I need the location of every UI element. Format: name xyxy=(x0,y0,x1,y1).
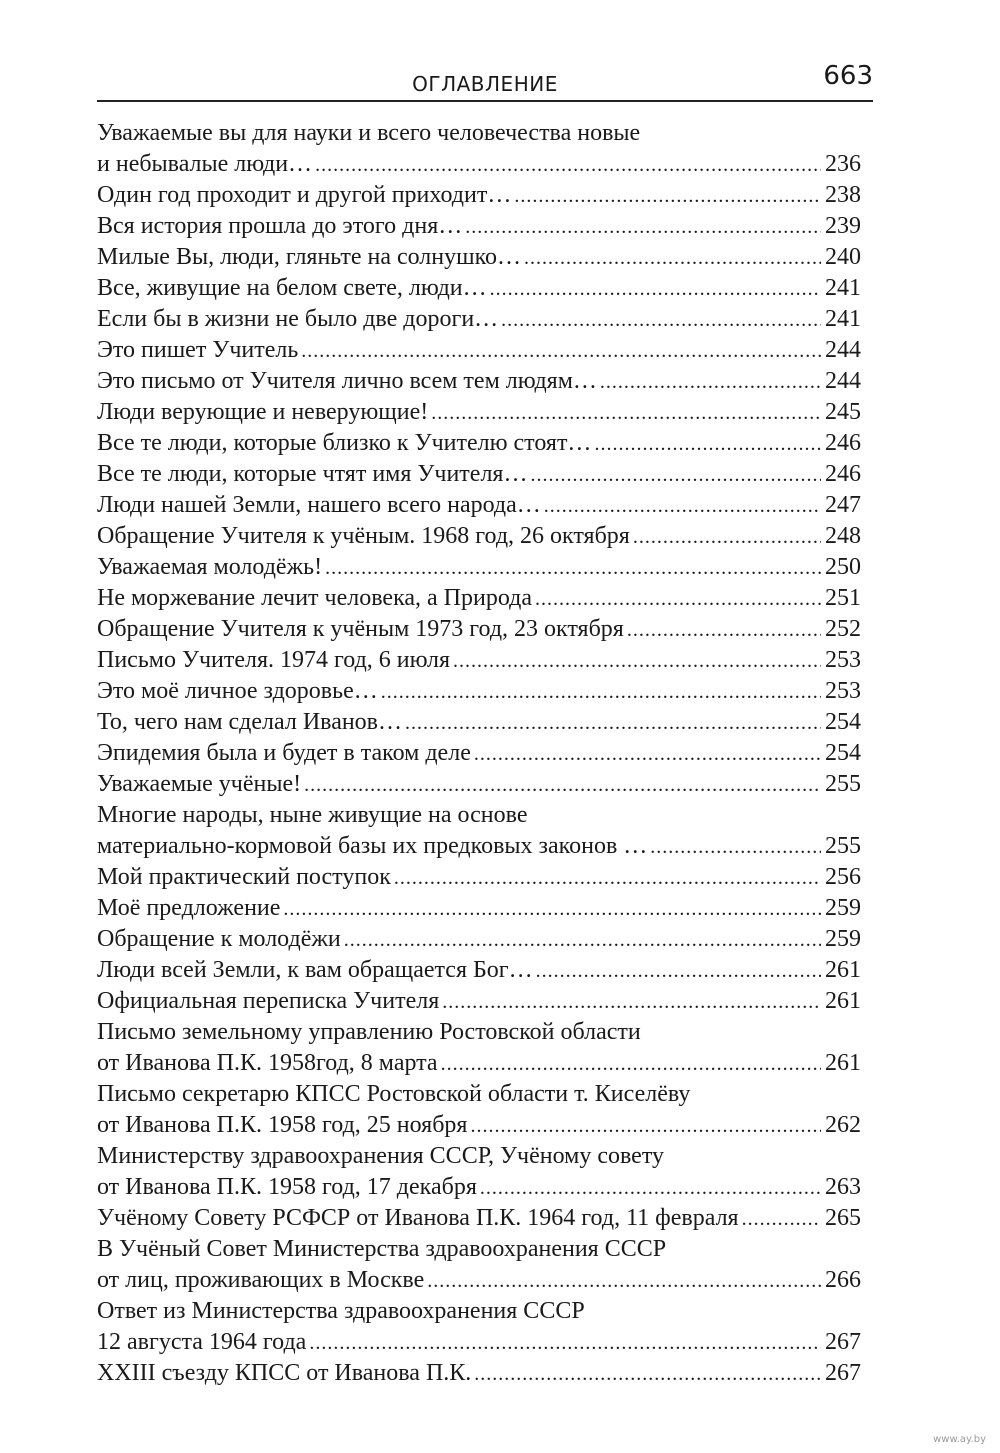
toc-entry-title: То, чего нам сделал Иванов… xyxy=(97,709,403,735)
toc-entry xyxy=(97,335,861,366)
toc-entry-title: от Иванова П.К. 1958 год, 17 декабря xyxy=(97,1174,477,1200)
toc-entry-title: от Иванова П.К. 1958 год, 25 ноября xyxy=(97,1112,468,1138)
toc-entry xyxy=(97,211,861,242)
dot-leader xyxy=(431,398,821,429)
toc-entry-page: 261 xyxy=(825,957,861,983)
running-header xyxy=(97,58,873,102)
toc-entry-last-line xyxy=(97,490,861,521)
toc-entry-title: Один год проходит и другой приходит… xyxy=(97,182,512,208)
toc-entry-title: и небывалые люди… xyxy=(97,151,313,177)
toc-entry-page: 263 xyxy=(825,1174,861,1200)
dot-leader xyxy=(304,770,821,801)
toc-entry-title: Официальная переписка Учителя xyxy=(97,988,440,1014)
toc-entry-page: 238 xyxy=(825,182,861,208)
toc-entry-page: 252 xyxy=(825,616,861,642)
toc-entry-page: 240 xyxy=(825,244,861,270)
toc-entry xyxy=(97,180,861,211)
toc-entry-page: 261 xyxy=(825,988,861,1014)
toc-entry-title-line: Уважаемые вы для науки и всего человечества новые xyxy=(97,120,641,146)
toc-entry-last-line xyxy=(97,1327,861,1358)
toc-entry-last-line xyxy=(97,738,861,769)
toc-entry-title: Все, живущие на белом свете, люди… xyxy=(97,275,487,301)
toc-entry xyxy=(97,862,861,893)
dot-leader xyxy=(544,491,821,522)
toc-entry xyxy=(97,645,861,676)
toc-entry-last-line xyxy=(97,707,861,738)
toc-entry-title: Вся история прошла до этого дня… xyxy=(97,213,463,239)
toc-entry-last-line xyxy=(97,397,861,428)
toc-entry-page: 248 xyxy=(825,523,861,549)
toc-entry-title-line: Ответ из Министерства здравоохранения СССР xyxy=(97,1298,585,1324)
dot-leader xyxy=(381,677,821,708)
dot-leader xyxy=(441,1049,821,1080)
toc-entry-last-line xyxy=(97,831,861,862)
toc-entry xyxy=(97,428,861,459)
dot-leader xyxy=(309,1328,821,1359)
toc-entry xyxy=(97,366,861,397)
toc-entry xyxy=(97,893,861,924)
toc-entry-last-line xyxy=(97,1265,861,1296)
toc-entry xyxy=(97,304,861,335)
toc-entry-last-line xyxy=(97,924,861,955)
toc-entry xyxy=(97,676,861,707)
toc-entry-page: 241 xyxy=(825,275,861,301)
table-of-contents xyxy=(97,118,861,1389)
dot-leader xyxy=(627,615,821,646)
page-number: 663 xyxy=(823,61,873,91)
toc-entry-title: Моё предложение xyxy=(97,895,281,921)
dot-leader xyxy=(490,274,821,305)
toc-entry-title: Обращение к молодёжи xyxy=(97,926,341,952)
toc-entry-title: Это письмо от Учителя лично всем тем людям… xyxy=(97,368,597,394)
toc-entry-title: Обращение Учителя к учёным. 1968 год, 26 октября xyxy=(97,523,630,549)
toc-entry-page: 256 xyxy=(825,864,861,890)
toc-entry-page: 254 xyxy=(825,740,861,766)
toc-entry-page: 253 xyxy=(825,678,861,704)
toc-entry-title-line: Министерству здравоохранения СССР, Учёному совету xyxy=(97,1143,664,1169)
toc-entry-last-line xyxy=(97,1110,861,1141)
toc-entry-title-line: Многие народы, ныне живущие на основе xyxy=(97,802,528,828)
toc-entry-last-line xyxy=(97,211,861,242)
toc-entry xyxy=(97,955,861,986)
toc-entry xyxy=(97,986,861,1017)
dot-leader xyxy=(600,367,821,398)
toc-entry-last-line xyxy=(97,552,861,583)
toc-entry xyxy=(97,397,861,428)
toc-entry-last-line xyxy=(97,986,861,1017)
toc-entry-title: Люди верующие и неверующие! xyxy=(97,399,429,425)
toc-entry-title: Все те люди, которые близко к Учителю стоят… xyxy=(97,430,592,456)
toc-entry xyxy=(97,800,861,862)
toc-entry xyxy=(97,924,861,955)
toc-entry xyxy=(97,490,861,521)
dot-leader xyxy=(344,925,821,956)
toc-entry-page: 255 xyxy=(825,833,861,859)
toc-entry-page: 267 xyxy=(825,1329,861,1355)
toc-entry-page: 241 xyxy=(825,306,861,332)
dot-leader xyxy=(325,553,821,584)
toc-entry-title-line: В Учёный Совет Министерства здравоохранения СССР xyxy=(97,1236,667,1262)
dot-leader xyxy=(453,646,821,677)
toc-entry-page: 247 xyxy=(825,492,861,518)
toc-entry-last-line xyxy=(97,304,861,335)
toc-entry-title: Обращение Учителя к учёным 1973 год, 23 октября xyxy=(97,616,624,642)
toc-entry xyxy=(97,1234,861,1296)
toc-entry xyxy=(97,273,861,304)
toc-entry-page: 250 xyxy=(825,554,861,580)
toc-entry-page: 259 xyxy=(825,895,861,921)
toc-entry-last-line xyxy=(97,459,861,490)
dot-leader xyxy=(530,460,821,491)
dot-leader xyxy=(465,212,821,243)
toc-entry-last-line xyxy=(97,1172,861,1203)
toc-entry xyxy=(97,459,861,490)
toc-entry xyxy=(97,552,861,583)
toc-entry xyxy=(97,738,861,769)
toc-entry-last-line xyxy=(97,1048,861,1079)
dot-leader xyxy=(405,708,821,739)
toc-entry-last-line xyxy=(97,769,861,800)
toc-entry-title: Если бы в жизни не было две дороги… xyxy=(97,306,499,332)
page-title: ОГЛАВЛЕНИЕ xyxy=(412,72,558,96)
toc-entry-title: Все те люди, которые чтят имя Учителя… xyxy=(97,461,528,487)
toc-entry-title: Это моё личное здоровье… xyxy=(97,678,378,704)
toc-entry-title: Учёному Совету РСФСР от Иванова П.К. 1964 год, 11 февраля xyxy=(97,1205,739,1231)
toc-entry-page: 262 xyxy=(825,1112,861,1138)
toc-entry-page: 244 xyxy=(825,368,861,394)
toc-entry-title: материально-кормовой базы их предковых законов … xyxy=(97,833,648,859)
toc-entry-title: Это пишет Учитель xyxy=(97,337,299,363)
dot-leader xyxy=(514,181,821,212)
toc-entry-last-line xyxy=(97,180,861,211)
toc-entry-page: 266 xyxy=(825,1267,861,1293)
toc-entry xyxy=(97,521,861,552)
toc-entry-title: Милые Вы, люди, гляньте на солнушко… xyxy=(97,244,522,270)
toc-entry xyxy=(97,583,861,614)
toc-entry xyxy=(97,1358,861,1389)
toc-entry-page: 251 xyxy=(825,585,861,611)
dot-leader xyxy=(536,956,821,987)
dot-leader xyxy=(315,150,821,181)
toc-entry-page: 267 xyxy=(825,1360,861,1386)
toc-entry-last-line xyxy=(97,149,861,180)
dot-leader xyxy=(650,832,821,863)
toc-entry-page: 255 xyxy=(825,771,861,797)
dot-leader xyxy=(501,305,821,336)
toc-entry-title-line: Письмо секретарю КПСС Ростовской области т. Киселёву xyxy=(97,1081,691,1107)
toc-entry-title: от Иванова П.К. 1958год, 8 марта xyxy=(97,1050,438,1076)
dot-leader xyxy=(535,584,821,615)
toc-entry-last-line xyxy=(97,428,861,459)
dot-leader xyxy=(394,863,821,894)
toc-entry-last-line xyxy=(97,1358,861,1389)
toc-entry xyxy=(97,707,861,738)
toc-entry-last-line xyxy=(97,1203,861,1234)
toc-entry-title: Письмо Учителя. 1974 год, 6 июля xyxy=(97,647,450,673)
toc-entry-last-line xyxy=(97,614,861,645)
dot-leader xyxy=(427,1266,821,1297)
dot-leader xyxy=(442,987,821,1018)
toc-entry-last-line xyxy=(97,242,861,273)
dot-leader xyxy=(524,243,821,274)
toc-entry-page: 246 xyxy=(825,430,861,456)
toc-entry-title: Не моржевание лечит человека, а Природа xyxy=(97,585,533,611)
toc-entry xyxy=(97,1296,861,1358)
toc-entry-page: 254 xyxy=(825,709,861,735)
toc-entry-last-line xyxy=(97,645,861,676)
toc-entry-last-line xyxy=(97,273,861,304)
dot-leader xyxy=(633,522,821,553)
toc-entry-page: 246 xyxy=(825,461,861,487)
toc-entry-last-line xyxy=(97,862,861,893)
toc-entry-title: Уважаемая молодёжь! xyxy=(97,554,323,580)
toc-entry-title: Люди нашей Земли, нашего всего народа… xyxy=(97,492,541,518)
toc-entry-last-line xyxy=(97,521,861,552)
toc-entry xyxy=(97,769,861,800)
toc-entry xyxy=(97,1079,861,1141)
toc-entry-title: 12 августа 1964 года xyxy=(97,1329,307,1355)
toc-entry-title-line: Письмо земельному управлению Ростовской области xyxy=(97,1019,641,1045)
dot-leader xyxy=(742,1204,821,1235)
toc-entry-last-line xyxy=(97,335,861,366)
toc-entry-page: 259 xyxy=(825,926,861,952)
dot-leader xyxy=(480,1173,821,1204)
toc-entry-title: Мой практический поступок xyxy=(97,864,391,890)
toc-entry xyxy=(97,1141,861,1203)
toc-entry xyxy=(97,118,861,180)
toc-entry-last-line xyxy=(97,893,861,924)
toc-entry-last-line xyxy=(97,583,861,614)
toc-entry xyxy=(97,1017,861,1079)
toc-entry xyxy=(97,242,861,273)
dot-leader xyxy=(474,739,821,770)
toc-entry-title: XXIII съезду КПСС от Иванова П.К. xyxy=(97,1360,472,1386)
toc-entry-title: от лиц, проживающих в Москве xyxy=(97,1267,425,1293)
toc-entry xyxy=(97,1203,861,1234)
toc-entry-page: 245 xyxy=(825,399,861,425)
toc-entry-page: 265 xyxy=(825,1205,861,1231)
toc-entry-page: 239 xyxy=(825,213,861,239)
toc-entry-last-line xyxy=(97,366,861,397)
toc-entry-last-line xyxy=(97,676,861,707)
dot-leader xyxy=(474,1359,821,1390)
dot-leader xyxy=(594,429,821,460)
toc-entry-page: 261 xyxy=(825,1050,861,1076)
toc-entry-title: Люди всей Земли, к вам обращается Бог… xyxy=(97,957,533,983)
toc-entry-page: 236 xyxy=(825,151,861,177)
dot-leader xyxy=(301,336,821,367)
dot-leader xyxy=(470,1111,821,1142)
toc-entry-title: Уважаемые учёные! xyxy=(97,771,302,797)
toc-entry-page: 253 xyxy=(825,647,861,673)
watermark: www.ay.by xyxy=(933,1434,986,1445)
dot-leader xyxy=(283,894,821,925)
toc-entry-title: Эпидемия была и будет в таком деле xyxy=(97,740,471,766)
toc-entry xyxy=(97,614,861,645)
toc-entry-last-line xyxy=(97,955,861,986)
toc-entry-page: 244 xyxy=(825,337,861,363)
